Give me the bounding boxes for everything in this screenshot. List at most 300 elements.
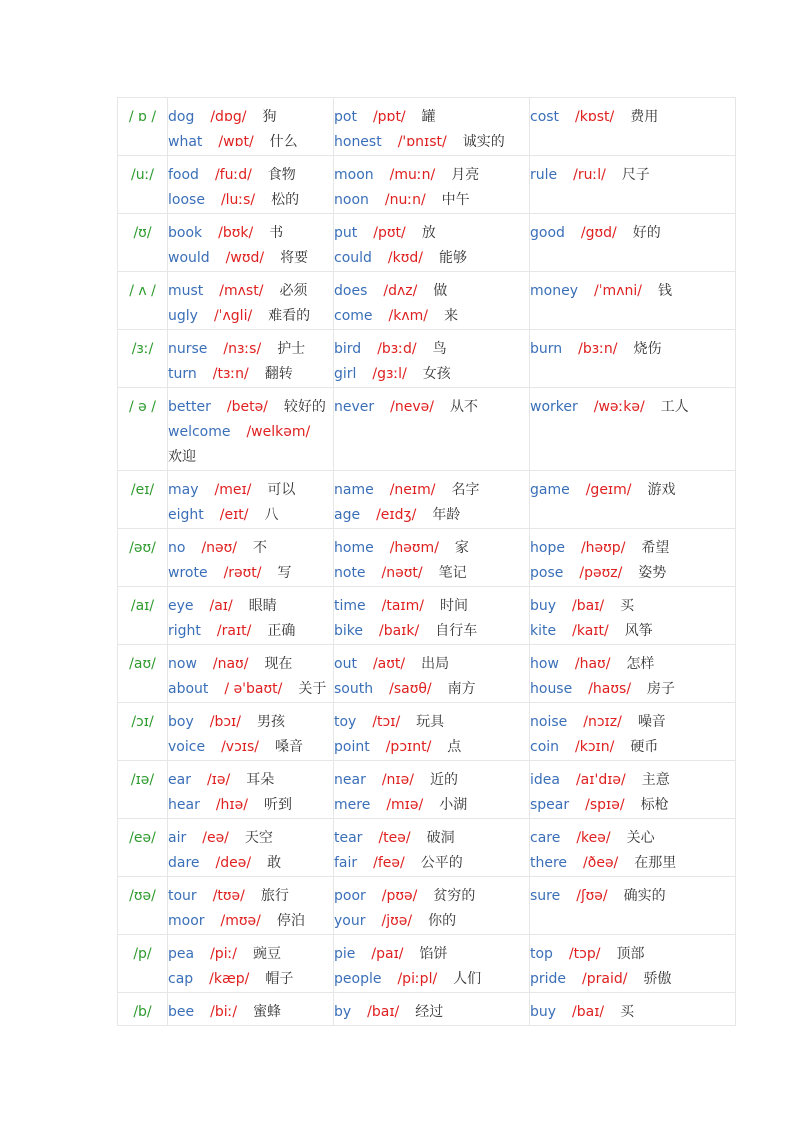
table-row [118,98,736,156]
chinese-meaning: 现在 [264,656,293,672]
example-entry [168,221,333,246]
example-cell [168,587,334,645]
chinese-meaning: 旅行 [260,888,289,904]
ipa-transcription: /saʊθ/ [389,681,432,697]
chinese-meaning: 豌豆 [253,946,282,962]
example-entry [334,536,529,561]
ipa-transcription: /baɪk/ [379,623,420,639]
example-entry [168,967,333,992]
chinese-meaning: 你的 [428,913,457,929]
ipa-transcription: /pɒt/ [372,109,406,125]
example-word: never [334,399,375,415]
ipa-transcription: /ruːl/ [573,167,606,183]
example-cell [168,935,334,993]
ipa-transcription: /haʊ/ [574,656,611,672]
chinese-meaning: 标枪 [640,797,669,813]
ipa-transcription: /kʊd/ [387,250,423,266]
ipa-transcription: /aʊt/ [372,656,406,672]
chinese-meaning: 骄傲 [643,971,672,987]
example-word: poor [334,888,366,904]
chinese-meaning: 耳朵 [246,772,275,788]
ipa-transcription: /paɪ/ [371,946,404,962]
example-cell [334,98,530,156]
example-entry [334,768,529,793]
phoneme-symbol: /aʊ/ [118,645,168,703]
example-word: there [530,855,568,871]
chinese-meaning: 月亮 [451,167,480,183]
example-word: bee [168,1004,195,1020]
chinese-meaning: 罐 [421,109,436,125]
ipa-transcription: /neɪm/ [389,482,436,498]
example-entry [334,105,529,130]
example-word: note [334,565,366,581]
example-cell [168,877,334,935]
phoneme-symbol: /ɜː/ [118,330,168,388]
chinese-meaning: 鸟 [432,341,447,357]
ipa-transcription: /nɔɪz/ [583,714,622,730]
example-entry [168,188,333,213]
ipa-transcription: /teə/ [378,830,411,846]
chinese-meaning: 破洞 [426,830,455,846]
example-word: how [530,656,559,672]
ipa-transcription: /pʊə/ [381,888,418,904]
example-word: age [334,507,361,523]
example-entry [334,395,529,420]
example-word: pride [530,971,567,987]
phoneme-symbol: /uː/ [118,156,168,214]
ipa-transcription: /luːs/ [220,192,256,208]
example-word: noon [334,192,369,208]
ipa-transcription: /haʊs/ [588,681,632,697]
example-entry [530,652,735,677]
chinese-meaning: 小湖 [439,797,468,813]
ipa-transcription: /ˈʌgli/ [213,308,253,324]
ipa-transcription: /həʊm/ [389,540,439,556]
example-cell [530,214,736,272]
example-word: no [168,540,186,556]
example-cell [168,156,334,214]
ipa-transcription: /aɪ'dɪə/ [575,772,626,788]
ipa-transcription: /eə/ [202,830,229,846]
chinese-meaning: 帽子 [265,971,294,987]
table-row [118,935,736,993]
example-entry [168,884,333,909]
example-cell [334,587,530,645]
example-cell [168,471,334,529]
chinese-meaning: 南方 [447,681,476,697]
example-cell [530,587,736,645]
phonetics-table-body [118,98,736,1026]
example-word: pea [168,946,195,962]
example-entry [334,304,529,329]
phoneme-symbol: / ə / [118,388,168,471]
example-entry [334,793,529,818]
ipa-transcription: /eɪdʒ/ [376,507,417,523]
ipa-transcription: /tɔɪ/ [372,714,401,730]
example-entry [334,362,529,387]
ipa-transcription: /spɪə/ [585,797,625,813]
ipa-transcription: /bɔɪ/ [209,714,241,730]
example-entry [530,710,735,735]
example-entry [334,677,529,702]
chinese-meaning: 游戏 [647,482,676,498]
ipa-transcription: /pʊt/ [373,225,406,241]
example-word: worker [530,399,578,415]
table-row [118,761,736,819]
ipa-transcription: /aɪ/ [209,598,233,614]
example-entry [168,942,333,967]
example-word: your [334,913,366,929]
example-word: point [334,739,370,755]
ipa-transcription: /jʊə/ [381,913,413,929]
ipa-transcription: /tɜːn/ [212,366,249,382]
ipa-transcription: /baɪ/ [572,1004,605,1020]
table-row [118,877,736,935]
ipa-transcription: /vɔɪs/ [221,739,259,755]
example-entry [530,826,735,851]
ipa-transcription: /wəːkə/ [593,399,645,415]
example-word: ear [168,772,191,788]
example-word: voice [168,739,206,755]
ipa-transcription: /ˈmʌni/ [593,283,642,299]
example-word: rule [530,167,558,183]
chinese-meaning: 什么 [269,134,298,150]
ipa-transcription: /muːn/ [389,167,436,183]
ipa-transcription: /dʌz/ [383,283,418,299]
chinese-meaning: 女孩 [422,366,451,382]
example-cell [168,703,334,761]
chinese-meaning: 家 [454,540,469,556]
example-entry [334,246,529,271]
example-entry [334,163,529,188]
example-entry [334,130,529,155]
phonetics-table [117,97,736,1026]
example-cell [168,388,334,471]
phoneme-symbol: / ɒ / [118,98,168,156]
example-word: nurse [168,341,208,357]
chinese-meaning: 怎样 [626,656,655,672]
ipa-transcription: /bɜːd/ [377,341,417,357]
example-entry [530,337,735,362]
table-row [118,471,736,529]
table-row [118,819,736,877]
example-entry [530,221,735,246]
chinese-meaning: 房子 [647,681,676,697]
ipa-transcription: /biː/ [210,1004,238,1020]
chinese-meaning: 贫穷的 [433,888,476,904]
ipa-transcription: /geɪm/ [585,482,632,498]
example-word: better [168,399,211,415]
example-entry [168,561,333,586]
example-cell [334,330,530,388]
ipa-transcription: /bɜːn/ [578,341,618,357]
chinese-meaning: 尺子 [621,167,650,183]
example-cell [168,819,334,877]
phoneme-symbol: /ʊə/ [118,877,168,935]
example-entry [334,594,529,619]
example-entry [334,503,529,528]
chinese-meaning: 食物 [267,167,296,183]
example-entry [334,909,529,934]
example-entry [530,967,735,992]
example-cell [168,272,334,330]
ipa-transcription: /mʌst/ [219,283,264,299]
example-entry [530,942,735,967]
example-word: out [334,656,357,672]
ipa-transcription: /hɪə/ [215,797,248,813]
example-cell [168,761,334,819]
example-entry [168,163,333,188]
example-word: wrote [168,565,208,581]
example-entry [168,105,333,130]
ipa-transcription: /kɔɪn/ [575,739,615,755]
chinese-meaning: 顶部 [616,946,645,962]
example-word: fair [334,855,358,871]
example-entry [530,105,735,130]
chinese-meaning: 可以 [267,482,296,498]
example-entry [530,536,735,561]
phoneme-symbol: /ɔɪ/ [118,703,168,761]
example-word: could [334,250,372,266]
example-entry [530,395,735,420]
example-entry [168,362,333,387]
ipa-transcription: /welkəm/ [246,424,311,440]
example-word: dog [168,109,195,125]
example-word: noise [530,714,568,730]
example-entry [334,561,529,586]
chinese-meaning: 放 [421,225,436,241]
ipa-transcription: /həʊp/ [580,540,626,556]
example-entry [168,337,333,362]
chinese-meaning: 玩具 [416,714,445,730]
chinese-meaning: 松的 [271,192,300,208]
example-word: spear [530,797,570,813]
example-word: near [334,772,366,788]
example-cell [334,471,530,529]
chinese-meaning: 钱 [657,283,672,299]
example-entry [334,221,529,246]
example-word: by [334,1004,352,1020]
ipa-transcription: /taɪm/ [381,598,424,614]
example-entry [168,130,333,155]
ipa-transcription: /bʊk/ [218,225,254,241]
example-cell [334,761,530,819]
ipa-transcription: /fuːd/ [214,167,252,183]
chinese-meaning: 买 [620,598,635,614]
ipa-transcription: /mʊə/ [220,913,261,929]
chinese-meaning: 男孩 [256,714,285,730]
example-cell [530,645,736,703]
phoneme-symbol: /aɪ/ [118,587,168,645]
chinese-meaning: 眼睛 [248,598,277,614]
example-word: come [334,308,373,324]
example-word: must [168,283,204,299]
example-cell [334,214,530,272]
ipa-transcription: /pɔɪnt/ [385,739,432,755]
chinese-meaning: 希望 [641,540,670,556]
example-entry [530,884,735,909]
table-row [118,272,736,330]
chinese-meaning: 天空 [244,830,273,846]
table-row [118,645,736,703]
example-entry [530,619,735,644]
ipa-transcription: /meɪ/ [214,482,252,498]
example-cell [530,156,736,214]
example-word: hope [530,540,565,556]
example-word: buy [530,598,557,614]
ipa-transcription: /betə/ [226,399,268,415]
ipa-transcription: /ɪə/ [206,772,231,788]
ipa-transcription: /kɒst/ [575,109,615,125]
example-entry [168,503,333,528]
ipa-transcription: /deə/ [215,855,252,871]
ipa-transcription: /'ɒnɪst/ [397,134,447,150]
example-entry [530,768,735,793]
example-entry [168,735,333,760]
example-entry [168,851,333,876]
chinese-meaning: 敢 [267,855,282,871]
ipa-transcription: /praid/ [582,971,628,987]
example-cell [530,471,736,529]
example-cell [168,330,334,388]
example-entry [168,279,333,304]
example-entry [530,793,735,818]
chinese-meaning: 公平的 [420,855,463,871]
example-entry [168,594,333,619]
example-entry [168,246,333,271]
example-cell [334,156,530,214]
chinese-meaning: 自行车 [435,623,478,639]
ipa-transcription: /gʊd/ [580,225,617,241]
ipa-transcription: /nəʊt/ [381,565,423,581]
chinese-meaning: 嗓音 [274,739,303,755]
example-cell [530,935,736,993]
chinese-meaning: 护士 [277,341,306,357]
example-word: good [530,225,565,241]
table-row [118,388,736,471]
example-word: people [334,971,382,987]
example-entry [168,395,333,420]
example-cell [334,388,530,471]
ipa-transcription: /rəʊt/ [223,565,262,581]
ipa-transcription: /piːpl/ [397,971,438,987]
example-entry [168,420,333,445]
example-word: welcome [168,424,231,440]
example-word: now [168,656,197,672]
example-cell [334,877,530,935]
example-word: idea [530,772,560,788]
chinese-meaning: 姿势 [638,565,667,581]
example-cell [530,388,736,471]
example-cell [530,703,736,761]
example-entry [530,594,735,619]
example-entry [530,279,735,304]
chinese-meaning: 工人 [660,399,689,415]
example-cell [334,819,530,877]
phoneme-symbol: /ʊ/ [118,214,168,272]
example-word: dare [168,855,200,871]
chinese-meaning: 经过 [415,1004,444,1020]
chinese-meaning: 做 [433,283,448,299]
example-word: turn [168,366,197,382]
example-entry [334,478,529,503]
chinese-meaning: 听到 [263,797,292,813]
phoneme-symbol: /p/ [118,935,168,993]
chinese-meaning: 时间 [439,598,468,614]
chinese-meaning: 写 [277,565,292,581]
example-word: sure [530,888,561,904]
chinese-meaning: 风筝 [624,623,653,639]
example-word: ugly [168,308,198,324]
chinese-meaning: 欢迎 [168,449,196,465]
ipa-transcription: /mɪə/ [386,797,424,813]
chinese-meaning: 近的 [429,772,458,788]
chinese-meaning: 能够 [439,250,467,266]
example-cell [334,935,530,993]
chinese-meaning: 费用 [630,109,659,125]
example-word: game [530,482,570,498]
chinese-meaning: 将要 [280,250,309,266]
chinese-meaning: 馅饼 [419,946,448,962]
ipa-transcription: /baɪ/ [367,1004,400,1020]
chinese-meaning: 买 [620,1004,635,1020]
example-word: cap [168,971,194,987]
chinese-meaning: 好的 [632,225,661,241]
ipa-transcription: /eɪt/ [219,507,249,523]
example-entry [334,1000,529,1025]
example-word: loose [168,192,205,208]
example-cell [168,993,334,1026]
example-word: time [334,598,366,614]
example-cell [334,993,530,1026]
table-row [118,529,736,587]
example-entry [334,337,529,362]
example-cell [530,993,736,1026]
example-entry [334,967,529,992]
example-word: tour [168,888,197,904]
chinese-meaning: 诚实的 [462,134,505,150]
example-word: bird [334,341,362,357]
chinese-meaning: 笔记 [438,565,467,581]
chinese-meaning: 书 [269,225,284,241]
chinese-meaning: 难看的 [268,308,311,324]
example-entry [530,735,735,760]
example-entry [168,445,333,470]
example-word: name [334,482,374,498]
example-word: bike [334,623,363,639]
example-entry [168,826,333,851]
chinese-meaning: 名字 [451,482,480,498]
example-word: home [334,540,374,556]
ipa-transcription: /tʊə/ [212,888,245,904]
example-word: eye [168,598,194,614]
example-word: girl [334,366,357,382]
example-word: hear [168,797,200,813]
ipa-transcription: /wʊd/ [225,250,265,266]
ipa-transcription: /naʊ/ [212,656,249,672]
phoneme-symbol: /b/ [118,993,168,1026]
chinese-meaning: 年龄 [432,507,461,523]
example-word: buy [530,1004,557,1020]
phoneme-symbol: /eɪ/ [118,471,168,529]
ipa-transcription: /nɪə/ [381,772,414,788]
example-word: eight [168,507,204,523]
example-entry [334,826,529,851]
phoneme-symbol: /əʊ/ [118,529,168,587]
example-word: pot [334,109,357,125]
example-word: moor [168,913,205,929]
example-entry [334,884,529,909]
